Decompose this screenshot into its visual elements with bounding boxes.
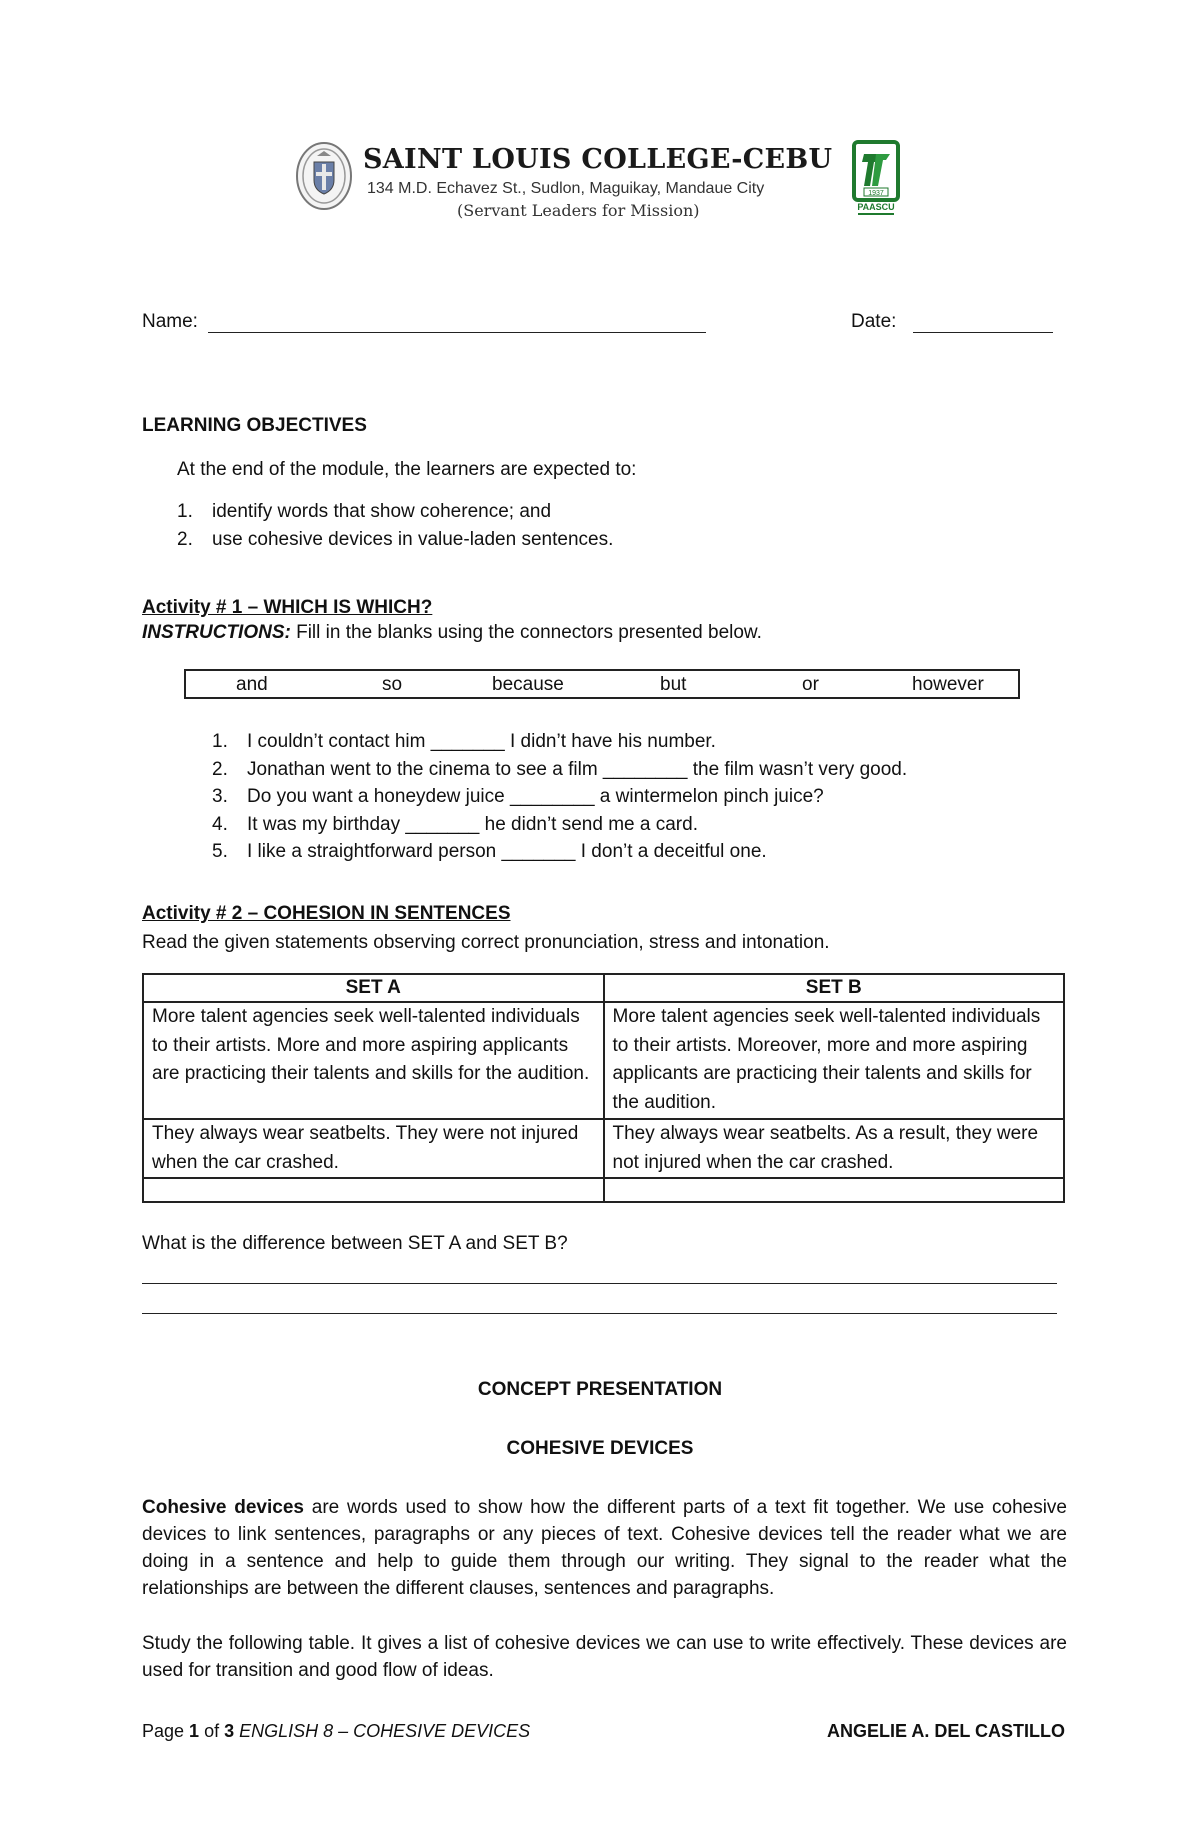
answer-line[interactable] <box>142 1313 1057 1314</box>
school-motto: (Servant Leaders for Mission) <box>457 201 700 220</box>
connector-word-box <box>184 669 1020 699</box>
date-label: Date: <box>851 311 897 332</box>
page-footer-left <box>142 1721 530 1742</box>
school-address: 134 M.D. Echavez St., Sudlon, Maguikay, Mandaue City <box>367 180 765 197</box>
table-row <box>143 1119 1064 1178</box>
table-cell: More talent agencies seek well-talented individuals to their artists. More and more aspiring applicants are practicing their talents and skills for the audition. <box>143 1002 604 1119</box>
cohesive-devices-term: Cohesive devices <box>142 1497 304 1518</box>
page-total: 3 <box>224 1721 235 1741</box>
activity-1-instructions <box>142 622 762 644</box>
column-header-set-b: SET B <box>604 974 1065 1002</box>
learning-objectives-heading: LEARNING OBJECTIVES <box>142 415 367 436</box>
concept-paragraph-1 <box>142 1494 1067 1602</box>
connector-word: or <box>802 674 819 695</box>
paascu-year: 1937 <box>868 190 884 197</box>
connector-word: so <box>382 674 403 695</box>
table-row <box>143 1002 1064 1119</box>
name-label: Name: <box>142 311 198 332</box>
table-cell: More talent agencies seek well-talented individuals to their artists. Moreover, more and more aspiring applicants are practicing their talents and skills for the audition. <box>604 1002 1065 1119</box>
paascu-label: PAASCU <box>857 202 895 212</box>
concept-presentation-heading: CONCEPT PRESENTATION <box>477 1379 723 1400</box>
column-header-set-a: SET A <box>143 974 604 1002</box>
table-header-row <box>143 974 1064 1002</box>
activity-2-title: Activity # 2 – COHESION IN SENTENCES <box>142 903 511 924</box>
activity-2-instructions: Read the given statements observing correct pronunciation, stress and intonation. <box>142 932 830 953</box>
table-cell[interactable] <box>143 1178 604 1202</box>
difference-question: What is the difference between SET A and SET B? <box>142 1233 568 1254</box>
table-cell: They always wear seatbelts. As a result, they were not injured when the car crashed. <box>604 1119 1065 1178</box>
connector-word: but <box>660 674 687 695</box>
document-page: SAINT LOUIS COLLEGE-CEBU 134 M.D. Echavez St., Sudlon, Maguikay, Mandaue City (Servant Leaders for Mission) 1937 PAASCU Name: Date: LEARNING OBJECTIVES At the end of the module, the learners are expected to: 1. identify words that show coherence; and 2. use cohesive devices in value-laden sentences. Activity # 1 – WHICH IS WHICH? INSTRUCTIONS: Fill in the blanks using the connectors presented below. and so because but or however 1. I couldn’t contact him _______ I didn’t have his number. 2. Jonathan went to the cinema to see a film ________ the film wasn’t very good. 3. Do you want a honeydew juice ________ a wintermelon pinch juice? 4. It was my birthday _______ he didn’t send me a card. 5. I like a straightforward person _______ I don’t a deceitful one. Activity # 2 – COHESION IN SENTENCES Read the given statements observing correct pronunciation, stress and intonation. SET A SET B More talent agencies seek well-talented individuals to their artists. More and more aspiring applicants are practicing their talents and skills for the audition. More talent agencies seek well-talented individuals to their artists. Moreover, more and more aspiring applicants are practicing their talents and skills for the audition. They always wear seatbelts. They were not injured when the car crashed. They always wear seatbelts. As a result, they were not injured when the car crashed. What is the difference between SET A and SET B? CONCEPT PRESENTATION COHESIVE DEVICES Cohesive devices are words used to show how the different parts of a text fit together. We use cohesive devices to link sentences, paragraphs or any pieces of text. Cohesive devices tell the reader what we are doing in a sentence and help to guide them through our writing. They signal to the reader what the relationships are between the different clauses, sentences and paragraphs. Study the following table. It gives a list of cohesive devices we can use to write effectively. These devices are used for transition and good flow of ideas. Page 1 of 3 ENGLISH 8 – COHESIVE DEVICES ANGELIE A. DEL CASTILLO <box>0 0 1200 1835</box>
date-field[interactable] <box>913 332 1053 333</box>
table-cell: They always wear seatbelts. They were not injured when the car crashed. <box>143 1119 604 1178</box>
school-name: SAINT LOUIS COLLEGE-CEBU <box>363 144 833 175</box>
page-number: 1 <box>189 1721 200 1741</box>
name-field[interactable] <box>208 332 706 333</box>
connector-word: and <box>236 674 268 695</box>
page-label: Page <box>142 1721 190 1741</box>
answer-line[interactable] <box>142 1283 1057 1284</box>
letterhead <box>295 140 915 230</box>
connector-word: because <box>492 674 564 695</box>
concept-paragraph-2: Study the following table. It gives a list of cohesive devices we can use to write effectively. These devices are used for transition and good flow of ideas. <box>142 1633 1067 1681</box>
cohesive-devices-heading: COHESIVE DEVICES <box>506 1438 694 1459</box>
activity-1-title: Activity # 1 – WHICH IS WHICH? <box>142 597 433 618</box>
table-row <box>143 1178 1064 1202</box>
connector-word: however <box>912 674 984 695</box>
objectives-intro: At the end of the module, the learners are expected to: <box>177 459 637 480</box>
set-comparison-table <box>142 973 1065 1203</box>
paascu-accreditation-logo <box>852 140 904 218</box>
instructions-text: Fill in the blanks using the connectors presented below. <box>290 622 762 643</box>
school-seal-logo <box>295 140 353 212</box>
of-label: of <box>199 1721 225 1741</box>
course-title: ENGLISH 8 – COHESIVE DEVICES <box>234 1721 531 1741</box>
concept-paragraph-1-text: are words used to show how the different parts of a text fit together. We use cohesive devices to link sentences, paragraphs or any pieces of text. Cohesive devices tell the reader what we are doing in a sentence and help to guide them through our writing. They signal to the reader what the relationships are between the different clauses, sentences and paragraphs. <box>142 1497 1067 1599</box>
table-cell[interactable] <box>604 1178 1065 1202</box>
instructions-label: INSTRUCTIONS: <box>142 622 291 643</box>
author-name: ANGELIE A. DEL CASTILLO <box>826 1721 1065 1741</box>
